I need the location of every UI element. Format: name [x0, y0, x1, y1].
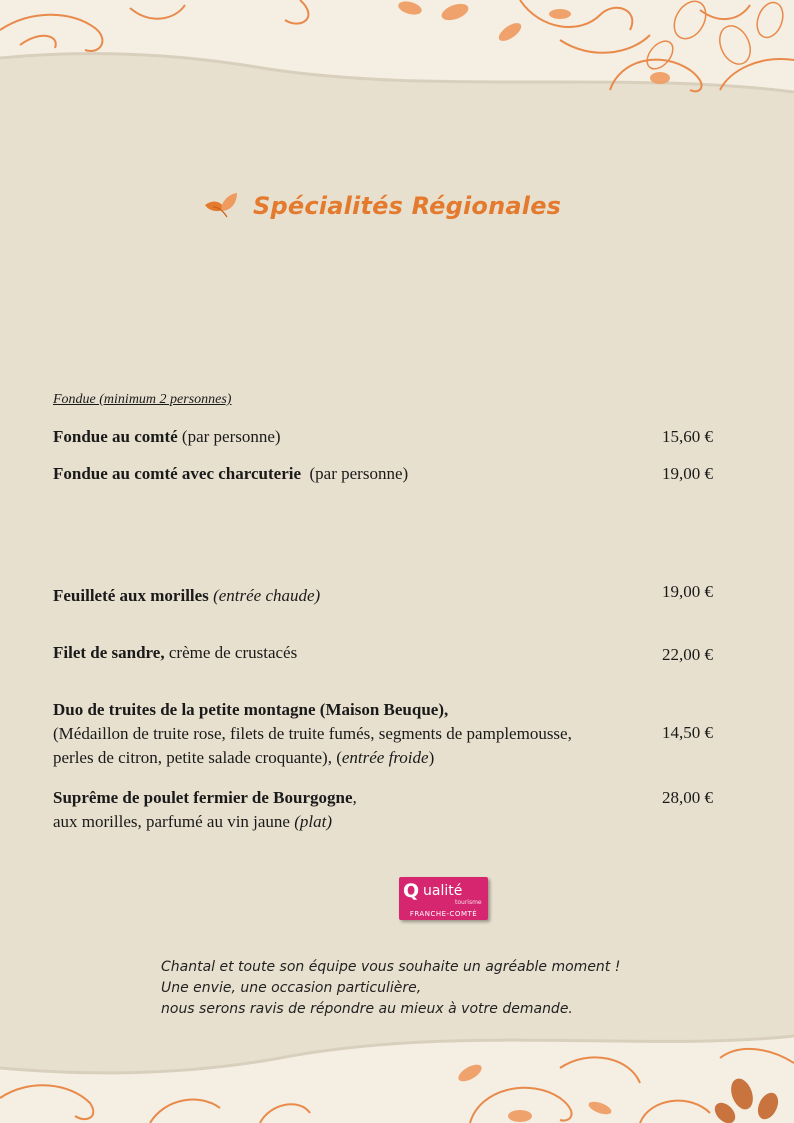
dish-note: (entrée chaude) — [208, 586, 321, 605]
closing-message — [161, 957, 681, 1020]
dish-name: Feuilleté aux morilles — [53, 586, 209, 605]
leaf-icon — [203, 191, 239, 221]
dish-name: Filet de sandre, — [53, 643, 165, 662]
dish-name: Duo de truites de la petite montagne (Maison Beuque), — [53, 700, 449, 719]
title-block — [203, 186, 561, 226]
dish-name: Fondue au comté — [53, 427, 178, 446]
menu-item — [53, 462, 713, 486]
menu-item — [53, 584, 713, 608]
qualite-tourisme-logo: Q ualité tourisme FRANCHE-COMTÉ — [399, 877, 488, 920]
closing-line: Une envie, une occasion particulière, — [161, 980, 422, 996]
floral-border-top — [0, 0, 794, 100]
closing-line: nous serons ravis de répondre au mieux à votre demande. — [161, 1001, 573, 1017]
dish-description: (Médaillon de truite rose, filets de truite fumés, segments de pamplemousse, — [53, 724, 572, 743]
dish-price: 15,60 € — [662, 427, 713, 446]
menu-item — [53, 641, 713, 665]
menu-item — [53, 786, 713, 834]
dish-price: 22,00 € — [662, 645, 713, 664]
section-label: Fondue (minimum 2 personnes) — [53, 392, 232, 407]
dish-note: (par personne) — [177, 427, 281, 446]
dish-price: 19,00 € — [662, 464, 713, 483]
dish-price: 19,00 € — [662, 582, 713, 601]
dish-description: perles de citron, petite salade croquante), (entrée froide) — [53, 748, 435, 767]
menu-item — [53, 698, 713, 770]
dish-price: 28,00 € — [662, 788, 713, 807]
closing-line: Chantal et toute son équipe vous souhaite un agréable moment ! — [161, 959, 621, 975]
menu-item — [53, 425, 713, 449]
page-title: Spécialités Régionales — [253, 192, 562, 220]
dish-price: 14,50 € — [662, 723, 713, 742]
floral-border-bottom — [0, 1028, 794, 1123]
dish-note: (par personne) — [301, 464, 409, 483]
dish-description: aux morilles, parfumé au vin jaune (plat) — [53, 812, 333, 831]
dish-name: Fondue au comté avec charcuterie — [53, 464, 302, 483]
dish-note: crème de crustacés — [164, 643, 298, 662]
dish-name-line: Suprême de poulet fermier de Bourgogne, — [53, 788, 357, 807]
